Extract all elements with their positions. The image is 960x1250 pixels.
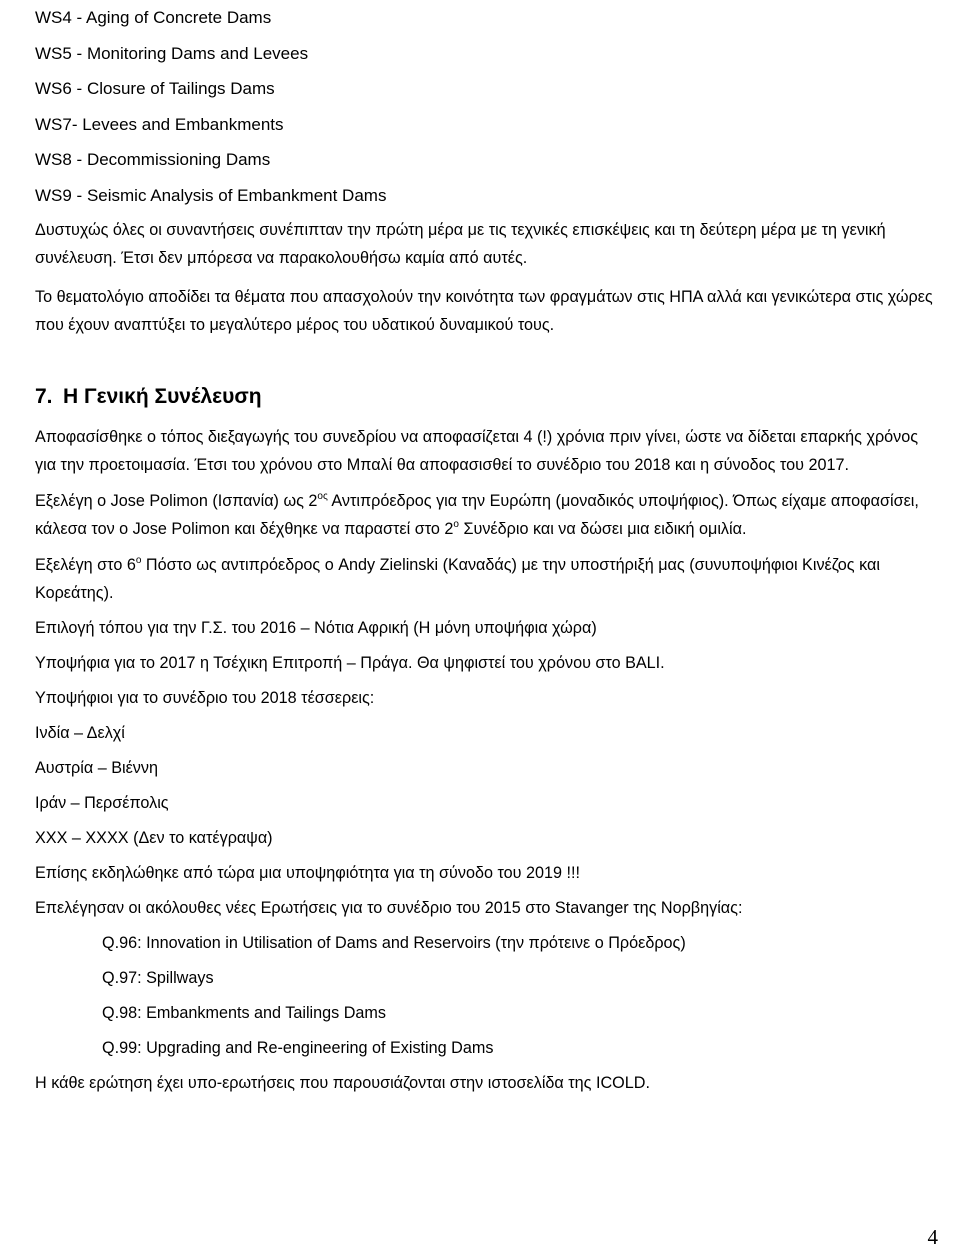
section-title: Η Γενική Συνέλευση [63,385,262,408]
line-2019: Επίσης εκδηλώθηκε από τώρα μια υποψηφιότητα για τη σύνοδο του 2019 !!! [35,864,580,882]
section-number: 7. [35,385,53,408]
paragraph-vice-president-sixth: Εξελέγη στο $6^o$ Πόστο ως αντιπρόεδρος ο Andy Zielinski (Καναδάς) με την υποστήριξή μας (συνυποψήφιοι Κινέζος και Κορεάτης). [35,555,880,602]
document-page [35,0,935,1097]
ws-item: WS4 - Aging of Concrete Dams [35,8,272,27]
question-item: Q.99: Upgrading and Re-engineering of Existing Dams [102,1039,494,1057]
line-2018: Υποψήφιοι για το συνέδριο του 2018 τέσσερεις: [35,689,375,707]
paragraph-topics: Το θεματολόγιο αποδίδει τα θέματα που απασχολούν την κοινότητα των φραγμάτων στις ΗΠΑ αλλά και γενικώτερα στις χώρες που έχουν αναπτύξει το μεγαλύτερο μέρος του υδατικού δυναμικού τους. [35,288,933,334]
candidate-item: ΧΧΧ – ΧΧΧΧ (Δεν το κατέγραψα) [35,829,273,847]
line-2016: Επιλογή τόπου για την Γ.Σ. του 2016 – Νότια Αφρική (Η μόνη υποψήφια χώρα) [35,619,597,637]
ws-item: WS9 - Seismic Analysis of Embankment Dams [35,185,387,205]
question-item: Q.98: Embankments and Tailings Dams [102,1004,387,1022]
question-item: Q.96: Innovation in Utilisation of Dams and Reservoirs (την πρότεινε ο Πρόεδρος) [102,934,686,952]
paragraph-venue-decision: Αποφασίσθηκε ο τόπος διεξαγωγής του συνεδρίου να αποφασίζεται 4 (!) χρόνια πριν γίνει, ώστε να δίδεται επαρκής χρόνος για την προετοιμασία. Έτσι του χρόνου στο Μπαλί θα αποφασισθεί το συνέδριο του 2018 και η σύνοδος του 2017. [35,428,919,474]
line-2017: Υποψήφια για το 2017 η Τσέχικη Επιτροπή – Πράγα. Θα ψηφιστεί του χρόνου στο BALI. [35,654,665,672]
candidate-item: Ινδία – Δελχί [35,724,125,742]
line-subquestions: Η κάθε ερώτηση έχει υπο-ερωτήσεις που παρουσιάζονται στην ιστοσελίδα της ICOLD. [35,1074,650,1092]
ws-item: WS5 - Monitoring Dams and Levees [35,43,309,63]
ws-item: WS6 - Closure of Tailings Dams [35,79,275,98]
question-item: Q.97: Spillways [102,969,214,987]
ws-item: WS8 - Decommissioning Dams [35,150,271,169]
section-heading [35,381,935,413]
candidate-item: Αυστρία – Βιέννη [35,759,158,777]
page-number: 4 [927,1225,938,1249]
line-questions-intro: Επελέγησαν οι ακόλουθες νέες Ερωτήσεις για το συνέδριο του 2015 στο Stavanger της Νορβηγίας: [35,899,743,917]
ws-item: WS7- Levees and Embankments [35,114,284,134]
paragraph-meetings: Δυστυχώς όλες οι συναντήσεις συνέπιπταν την πρώτη μέρα με τις τεχνικές επισκέψεις και τη δεύτερη μέρα με τη γενική συνέλευση. Έτσι δεν μπόρεσα να παρακολουθήσω καμία από αυτές. [35,221,886,267]
paragraph-vice-president-europe: Εξελέγη ο Jose Polimon (Ισπανία) ως $2^{o\varsigma}$ Αντιπρόεδρος για την Ευρώπη (μοναδικός υποψήφιος). Όπως είχαμε αποφασίσει, κάλεσα τον ο Jose Polimon και δέχθηκε να παραστεί στο $2^o$ Συνέδριο και να δώσει μια ειδική ομιλία. [35,491,919,538]
candidate-item: Ιράν – Περσέπολις [35,794,169,812]
